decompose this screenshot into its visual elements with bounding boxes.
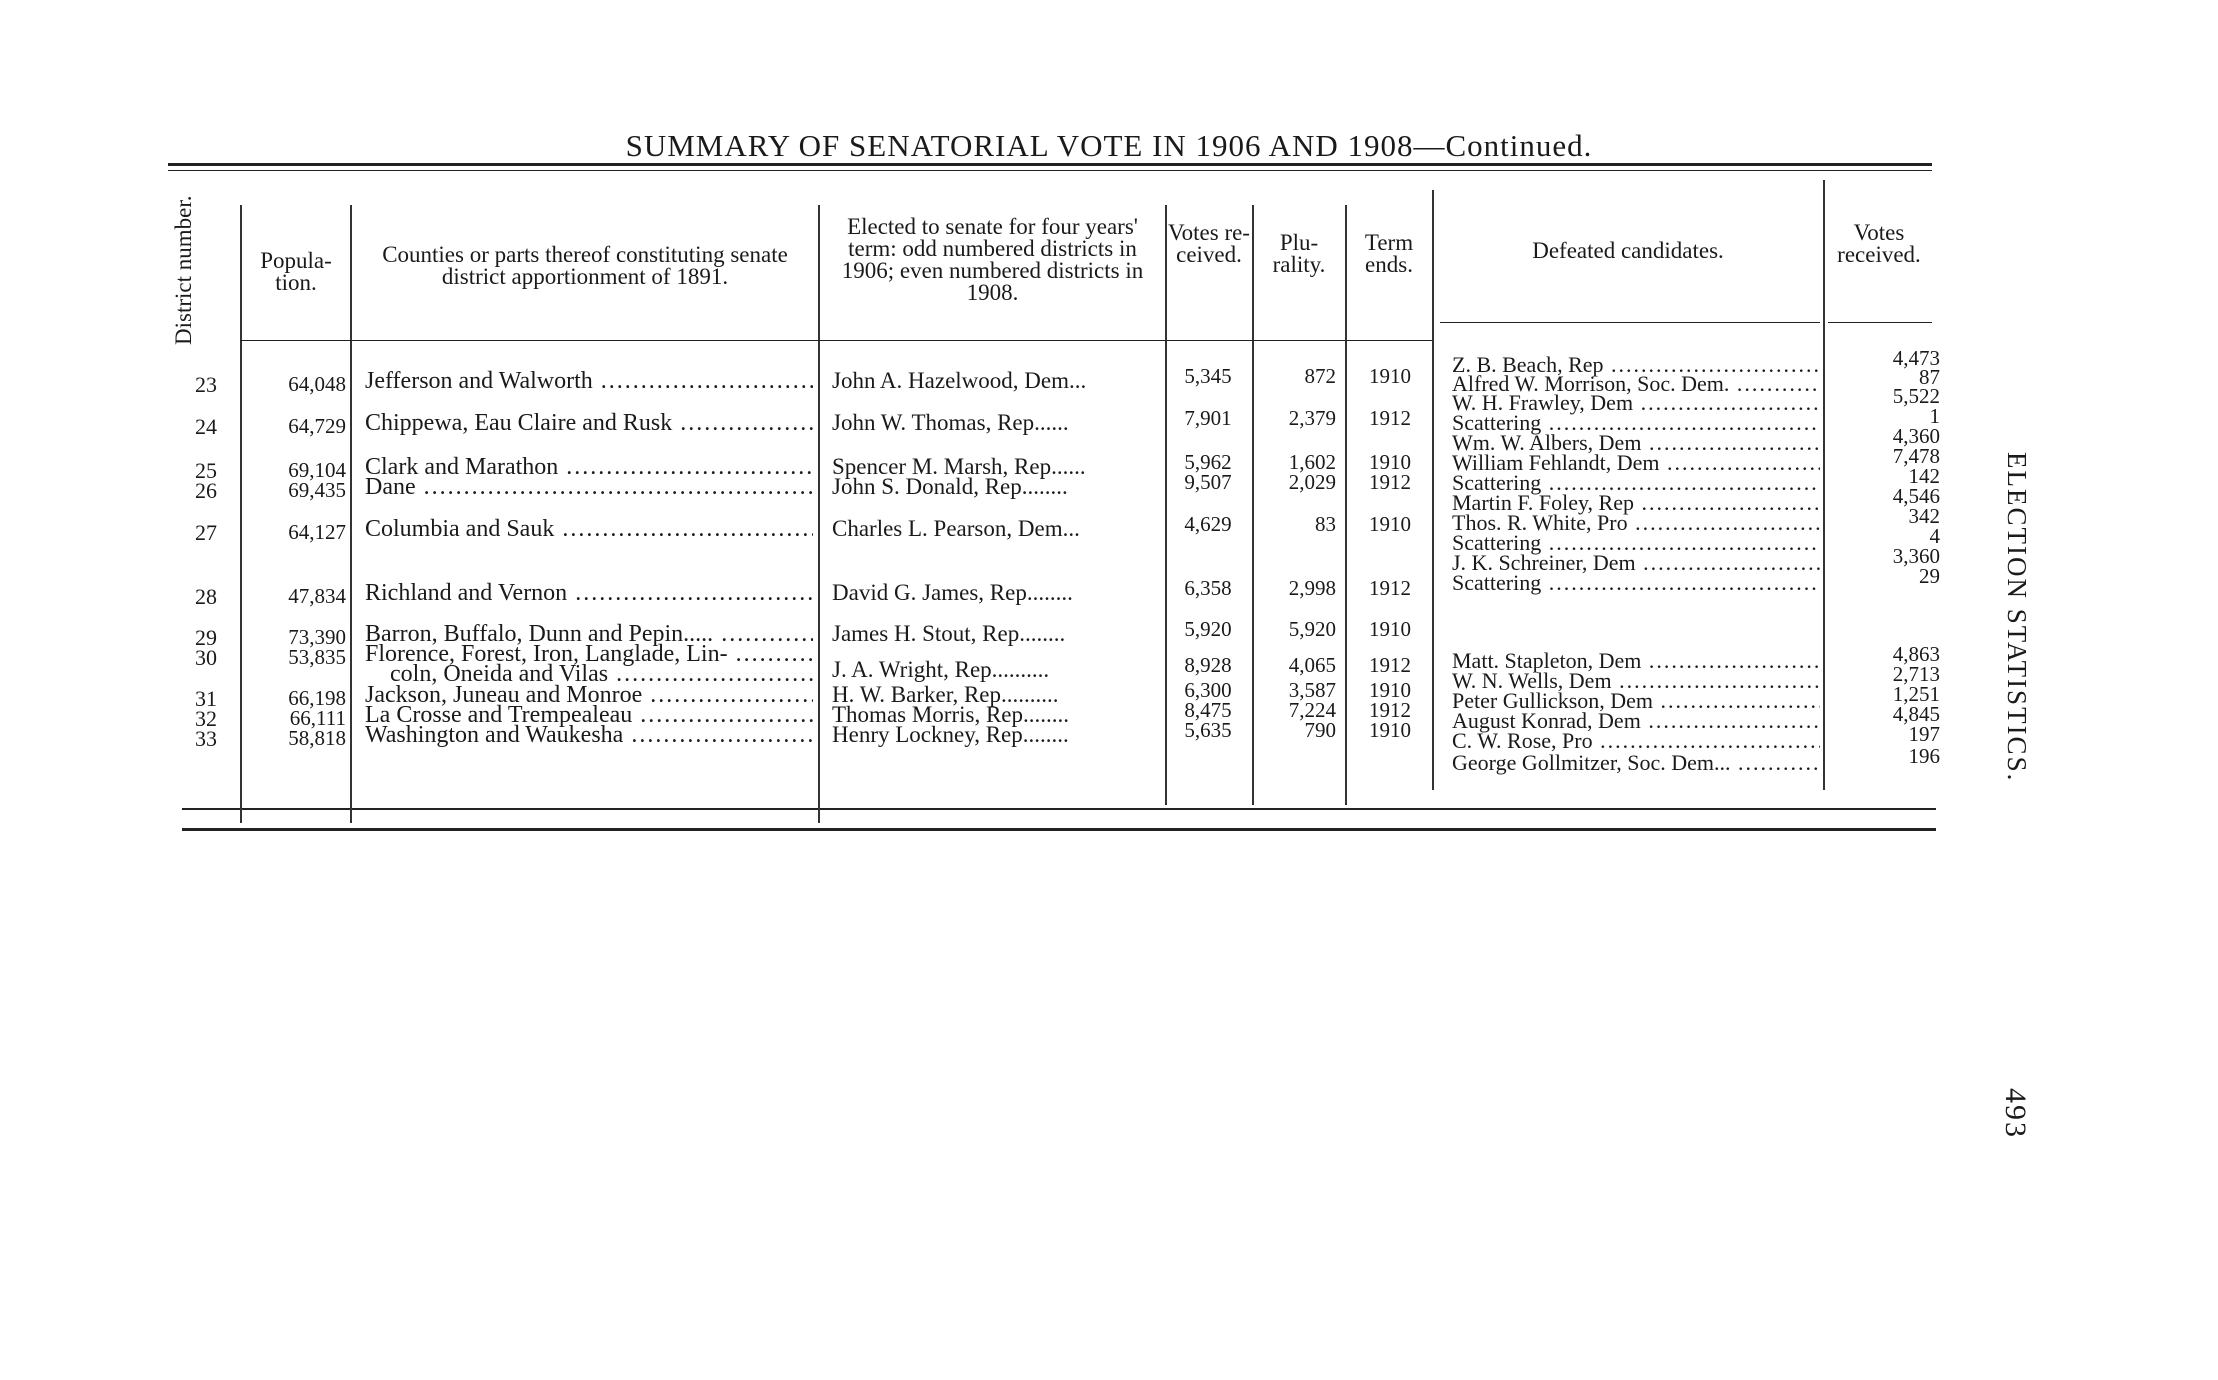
header-votes-received: Votes received.: [1837, 220, 1921, 267]
cell-district: 27: [195, 520, 217, 545]
counties-text: Columbia and Sauk .....: [365, 516, 813, 542]
header-counties: Counties or parts thereof constituting senate district apportionment of 1891.: [382, 242, 788, 289]
defeated-votes: 196: [1908, 744, 1940, 768]
header-underline-2: [1440, 322, 1820, 323]
top-rule-2: [168, 170, 1932, 171]
cell-plurality: 872: [1304, 364, 1336, 388]
defeated-text: Matt. Stapleton, Dem .....: [1452, 648, 1820, 673]
cell-population: 69,104: [288, 458, 346, 482]
cell-district: 26: [195, 478, 217, 503]
defeated-text: George Gollmitzer, Soc. Dem... .....: [1452, 750, 1820, 775]
cell-elected: [832, 474, 1162, 500]
cell-votes: 4,629: [1184, 512, 1232, 536]
defeated-votes: 4,845: [1892, 702, 1940, 726]
bottom-rule-2: [182, 828, 1936, 831]
header-defeated: Defeated candidates.: [1532, 238, 1724, 263]
defeated-text: Z. B. Beach, Rep .....: [1452, 352, 1820, 377]
cell-term: 1910: [1369, 512, 1411, 536]
defeated-text: W. H. Frawley, Dem .....: [1452, 390, 1820, 415]
cell-district: 33: [195, 726, 217, 751]
elected-text: Charles L. Pearson, Dem...: [832, 516, 1080, 541]
elected-text: John S. Donald, Rep........: [832, 474, 1068, 499]
cell-votes: 7,901: [1184, 406, 1232, 430]
header-votes: Votes re- ceived.: [1168, 220, 1250, 267]
counties-text-2: coln, Oneida and Vilas .....: [390, 661, 813, 687]
defeated-text: Scattering .....: [1452, 470, 1820, 495]
cell-population: 58,818: [288, 726, 346, 750]
elected-text: John A. Hazelwood, Dem...: [832, 368, 1087, 393]
cell-district: 31: [195, 686, 217, 711]
cell-term: 1912: [1369, 653, 1411, 677]
counties-text: Dane .....: [365, 474, 813, 500]
defeated-text: Alfred W. Morrison, Soc. Dem. .....: [1452, 371, 1820, 396]
cell-population: 66,111: [289, 706, 346, 730]
cell-population: 64,729: [288, 414, 346, 438]
page-title: SUMMARY OF SENATORIAL VOTE IN 1906 AND 1908—Continued.: [625, 128, 1593, 163]
col-divider-2: [350, 205, 352, 823]
defeated-votes: 4,360: [1892, 424, 1940, 448]
col-divider-6: [1345, 205, 1347, 805]
defeated-text: August Konrad, Dem .....: [1452, 708, 1820, 733]
counties-text: Jackson, Juneau and Monroe .....: [365, 682, 813, 708]
defeated-votes: 4: [1929, 524, 1940, 548]
cell-counties: [365, 368, 813, 395]
cell-elected: [832, 368, 1162, 394]
cell-plurality: 790: [1304, 718, 1336, 742]
defeated-name: [1452, 750, 1820, 776]
cell-plurality: 3,587: [1288, 678, 1336, 702]
header-population: Popula- tion.: [260, 248, 332, 295]
defeated-text: William Fehlandt, Dem .....: [1452, 450, 1820, 475]
elected-text: H. W. Barker, Rep..........: [832, 682, 1059, 707]
cell-elected: [832, 580, 1162, 606]
cell-votes: 9,507: [1184, 470, 1232, 494]
defeated-text: Wm. W. Albers, Dem .....: [1452, 430, 1820, 455]
cell-plurality: 4,065: [1288, 653, 1336, 677]
counties-text: Barron, Buffalo, Dunn and Pepin..... .....: [365, 621, 813, 647]
cell-term: 1910: [1369, 617, 1411, 641]
cell-plurality: 1,602: [1288, 450, 1336, 474]
defeated-votes: 4,863: [1892, 642, 1940, 666]
elected-text: Spencer M. Marsh, Rep......: [832, 454, 1086, 479]
defeated-text: Martin F. Foley, Rep .....: [1452, 490, 1820, 515]
header-district: District number.: [171, 195, 196, 345]
defeated-votes: 7,478: [1892, 444, 1940, 468]
defeated-text: W. N. Wells, Dem .....: [1452, 668, 1820, 693]
col-divider-1: [240, 205, 242, 823]
header-underline: [240, 340, 1432, 341]
cell-population: 47,834: [288, 584, 346, 608]
cell-term: 1910: [1369, 718, 1411, 742]
elected-text: David G. James, Rep........: [832, 580, 1073, 605]
defeated-votes: 342: [1908, 504, 1940, 528]
defeated-votes: 142: [1908, 464, 1940, 488]
cell-term: 1912: [1369, 470, 1411, 494]
cell-term: 1912: [1369, 576, 1411, 600]
defeated-text: Scattering .....: [1452, 570, 1820, 595]
bottom-rule: [182, 808, 1936, 810]
elected-text: James H. Stout, Rep........: [832, 621, 1066, 646]
counties-text: Florence, Forest, Iron, Langlade, Lin- .....: [365, 641, 813, 667]
cell-population: 73,390: [288, 625, 346, 649]
col-divider-7: [1432, 190, 1434, 790]
cell-elected: [832, 516, 1162, 542]
cell-votes: 5,345: [1184, 364, 1232, 388]
cell-plurality: 83: [1315, 512, 1336, 536]
col-divider-5: [1252, 205, 1254, 805]
defeated-votes: 29: [1919, 564, 1940, 588]
cell-votes: 5,635: [1184, 718, 1232, 742]
cell-plurality: 2,029: [1288, 470, 1336, 494]
cell-plurality: 2,998: [1288, 576, 1336, 600]
header-elected: Elected to senate for four years' term: odd numbered districts in 1906; even numbered districts in 1908.: [841, 214, 1144, 305]
defeated-text: Scattering .....: [1452, 410, 1820, 435]
defeated-votes: 1,251: [1892, 682, 1940, 706]
cell-plurality: 5,920: [1288, 617, 1336, 641]
cell-population: 69,435: [288, 478, 346, 502]
cell-district: 29: [195, 625, 217, 650]
cell-population: 64,127: [288, 520, 346, 544]
cell-counties: [365, 474, 813, 501]
cell-term: 1912: [1369, 406, 1411, 430]
cell-plurality: 7,224: [1288, 698, 1336, 722]
cell-district: 23: [195, 372, 217, 397]
cell-term: 1910: [1369, 364, 1411, 388]
defeated-text: Peter Gullickson, Dem .....: [1452, 688, 1820, 713]
header-underline-3: [1828, 322, 1932, 323]
cell-district: 30: [195, 645, 217, 670]
side-label: ELECTION STATISTICS.: [2002, 452, 2032, 783]
defeated-votes: 87: [1919, 365, 1940, 389]
cell-term: 1912: [1369, 698, 1411, 722]
elected-text: J. A. Wright, Rep..........: [832, 657, 1050, 682]
header-term: Term ends.: [1364, 230, 1414, 277]
top-rule: [168, 163, 1932, 166]
counties-text: Richland and Vernon .....: [365, 580, 813, 606]
cell-plurality: 2,379: [1288, 406, 1336, 430]
counties-text: Washington and Waukesha .....: [365, 722, 813, 748]
defeated-votes: 4,473: [1892, 346, 1940, 370]
cell-district: 25: [195, 458, 217, 483]
col-divider-4: [1165, 205, 1167, 805]
defeated-text: Thos. R. White, Pro .....: [1452, 510, 1820, 535]
cell-elected: [832, 621, 1162, 647]
cell-elected: [832, 657, 1162, 683]
defeated-votes: 1: [1929, 404, 1940, 428]
cell-counties: [365, 410, 813, 437]
cell-votes: 5,920: [1184, 617, 1232, 641]
cell-elected: [832, 410, 1162, 436]
col-divider-8: [1823, 180, 1825, 790]
cell-votes: 5,962: [1184, 450, 1232, 474]
cell-population: 53,835: [288, 645, 346, 669]
cell-district: 28: [195, 584, 217, 609]
cell-counties: [365, 722, 813, 749]
defeated-votes: 4,546: [1892, 484, 1940, 508]
cell-votes: 6,358: [1184, 576, 1232, 600]
defeated-votes: 197: [1908, 722, 1940, 746]
counties-text: Clark and Marathon .....: [365, 454, 813, 480]
cell-votes: 6,300: [1184, 678, 1232, 702]
cell-district: 32: [195, 706, 217, 731]
defeated-name: [1452, 570, 1820, 596]
defeated-votes: 3,360: [1892, 544, 1940, 568]
cell-counties: [365, 516, 813, 543]
defeated-text: J. K. Schreiner, Dem .....: [1452, 550, 1820, 575]
cell-district: 24: [195, 414, 217, 439]
elected-text: John W. Thomas, Rep......: [832, 410, 1069, 435]
cell-term: 1910: [1369, 450, 1411, 474]
page-number: 493: [1999, 1088, 2032, 1139]
counties-text: Jefferson and Walworth .....: [365, 368, 813, 394]
cell-term: 1910: [1369, 678, 1411, 702]
cell-elected: [832, 722, 1162, 748]
elected-text: Thomas Morris, Rep........: [832, 702, 1070, 727]
counties-text: Chippewa, Eau Claire and Rusk .....: [365, 410, 813, 436]
header-plurality: Plu- rality.: [1272, 230, 1326, 277]
defeated-text: Scattering .....: [1452, 530, 1820, 555]
cell-votes: 8,475: [1184, 698, 1232, 722]
defeated-votes: 2,713: [1892, 662, 1940, 686]
defeated-text: C. W. Rose, Pro .....: [1452, 728, 1820, 753]
cell-counties: [365, 580, 813, 607]
defeated-votes: 5,522: [1892, 384, 1940, 408]
elected-text: Henry Lockney, Rep........: [832, 722, 1069, 747]
cell-votes: 8,928: [1184, 653, 1232, 677]
counties-text: La Crosse and Trempealeau .....: [365, 702, 813, 728]
cell-population: 64,048: [288, 372, 346, 396]
cell-population: 66,198: [288, 686, 346, 710]
